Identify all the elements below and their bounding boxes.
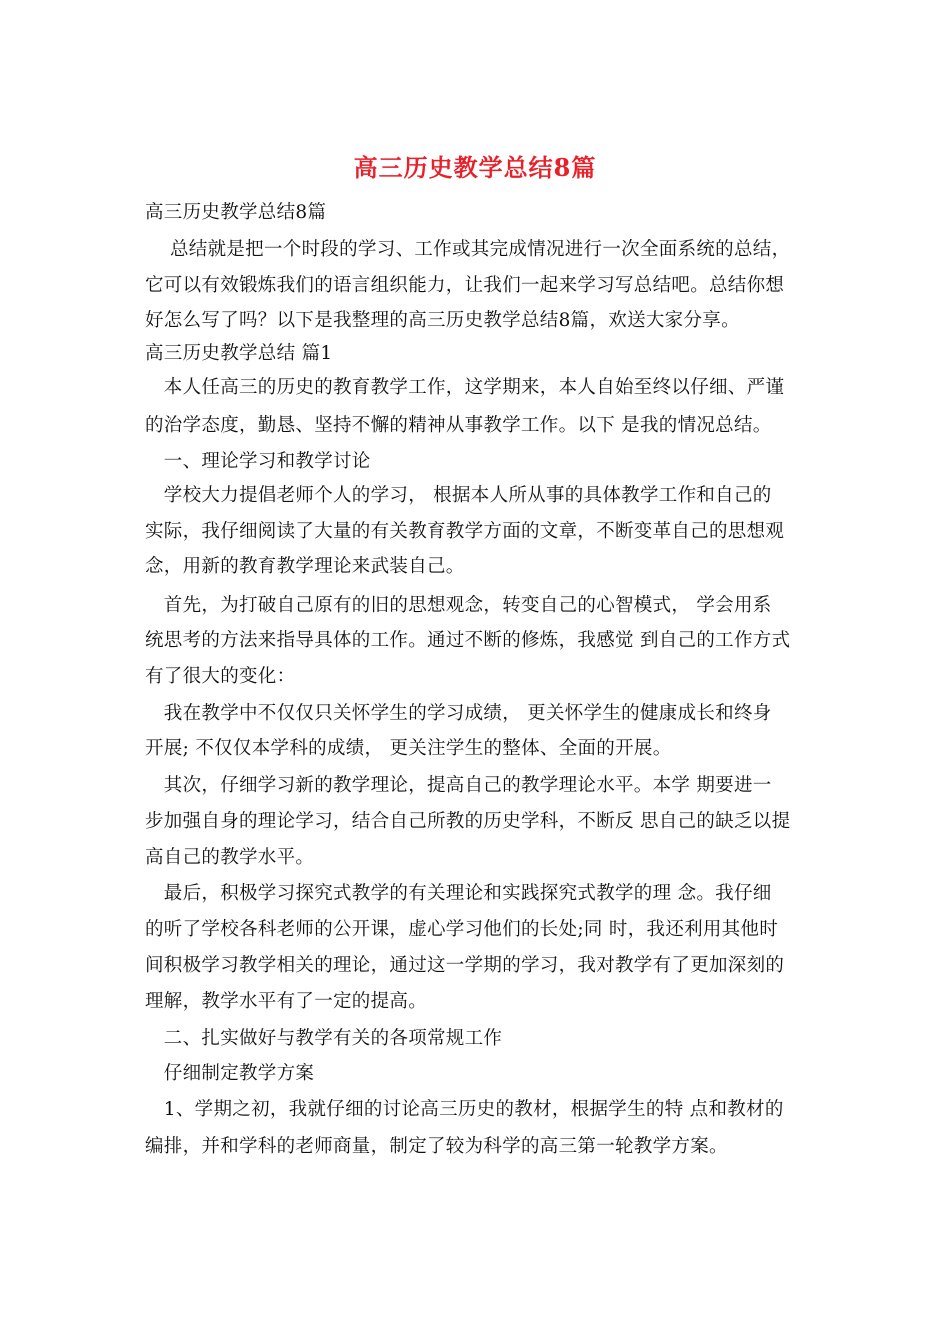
paragraph-line: 总结就是把一个时段的学习、工作或其完成情况进行一次全面系统的总结， bbox=[145, 239, 791, 260]
section-heading: 二、扎实做好与教学有关的各项常规工作 bbox=[145, 1028, 503, 1049]
paragraph-line: 高自己的教学水平。 bbox=[145, 847, 315, 868]
paragraph-line: 其次，仔细学习新的教学理论，提高自己的教学理论水平。本学 期要进一 bbox=[145, 775, 772, 796]
paragraph-line: 学校大力提倡老师个人的学习， 根据本人所从事的具体教学工作和自己的 bbox=[145, 485, 772, 506]
document-title: 高三历史教学总结8篇 bbox=[353, 153, 597, 182]
paragraph-line: 间积极学习教学相关的理论，通过这一学期的学习，我对教学有了更加深刻的 bbox=[145, 955, 785, 976]
paragraph-line: 开展; 不仅仅本学科的成绩， 更关注学生的整体、全面的开展。 bbox=[145, 738, 672, 759]
paragraph-line: 最后，积极学习探究式教学的有关理论和实践探究式教学的理 念。我仔细 bbox=[145, 883, 772, 904]
paragraph-line: 首先，为打破自己原有的旧的思想观念，转变自己的心智模式， 学会用系 bbox=[145, 595, 772, 616]
paragraph-line: 的听了学校各科老师的公开课，虚心学习他们的长处;同 时，我还利用其他时 bbox=[145, 919, 779, 940]
paragraph-line: 我在教学中不仅仅只关怀学生的学习成绩， 更关怀学生的健康成长和终身 bbox=[145, 703, 772, 724]
paragraph-line: 编排，并和学科的老师商量，制定了较为科学的高三第一轮教学方案。 bbox=[145, 1136, 728, 1157]
paragraph-line: 有了很大的变化： bbox=[145, 666, 296, 687]
paragraph-line: 步加强自身的理论学习，结合自己所教的历史学科，不断反 思自己的缺乏以提 bbox=[145, 811, 791, 832]
subtitle-line: 高三历史教学总结8篇 bbox=[145, 202, 327, 223]
paragraph-line: 统思考的方法来指导具体的工作。通过不断的修炼，我感觉 到自己的工作方式 bbox=[145, 630, 791, 651]
paragraph-line: 好怎么写了吗？以下是我整理的高三历史教学总结8篇，欢送大家分享。 bbox=[145, 310, 740, 331]
paragraph-line: 的治学态度，勤恳、坚持不懈的精神从事教学工作。以下 是我的情况总结。 bbox=[145, 415, 772, 436]
paragraph-line: 实际，我仔细阅读了大量的有关教育教学方面的文章，不断变革自己的思想观 bbox=[145, 521, 785, 542]
paragraph-line: 本人任高三的历史的教育教学工作，这学期来，本人自始至终以仔细、严谨 bbox=[145, 377, 785, 398]
paragraph-line: 它可以有效锻炼我们的语言组织能力，让我们一起来学习写总结吧。总结你想 bbox=[145, 275, 785, 296]
section-heading: 高三历史教学总结 篇1 bbox=[145, 343, 333, 364]
paragraph-line: 理解，教学水平有了一定的提高。 bbox=[145, 991, 428, 1012]
paragraph-line: 仔细制定教学方案 bbox=[145, 1063, 315, 1084]
paragraph-line: 1、学期之初，我就仔细的讨论高三历史的教材，根据学生的特 点和教材的 bbox=[145, 1099, 784, 1120]
paragraph-line: 念，用新的教育教学理论来武装自己。 bbox=[145, 556, 465, 577]
section-heading: 一、理论学习和教学讨论 bbox=[145, 451, 371, 472]
